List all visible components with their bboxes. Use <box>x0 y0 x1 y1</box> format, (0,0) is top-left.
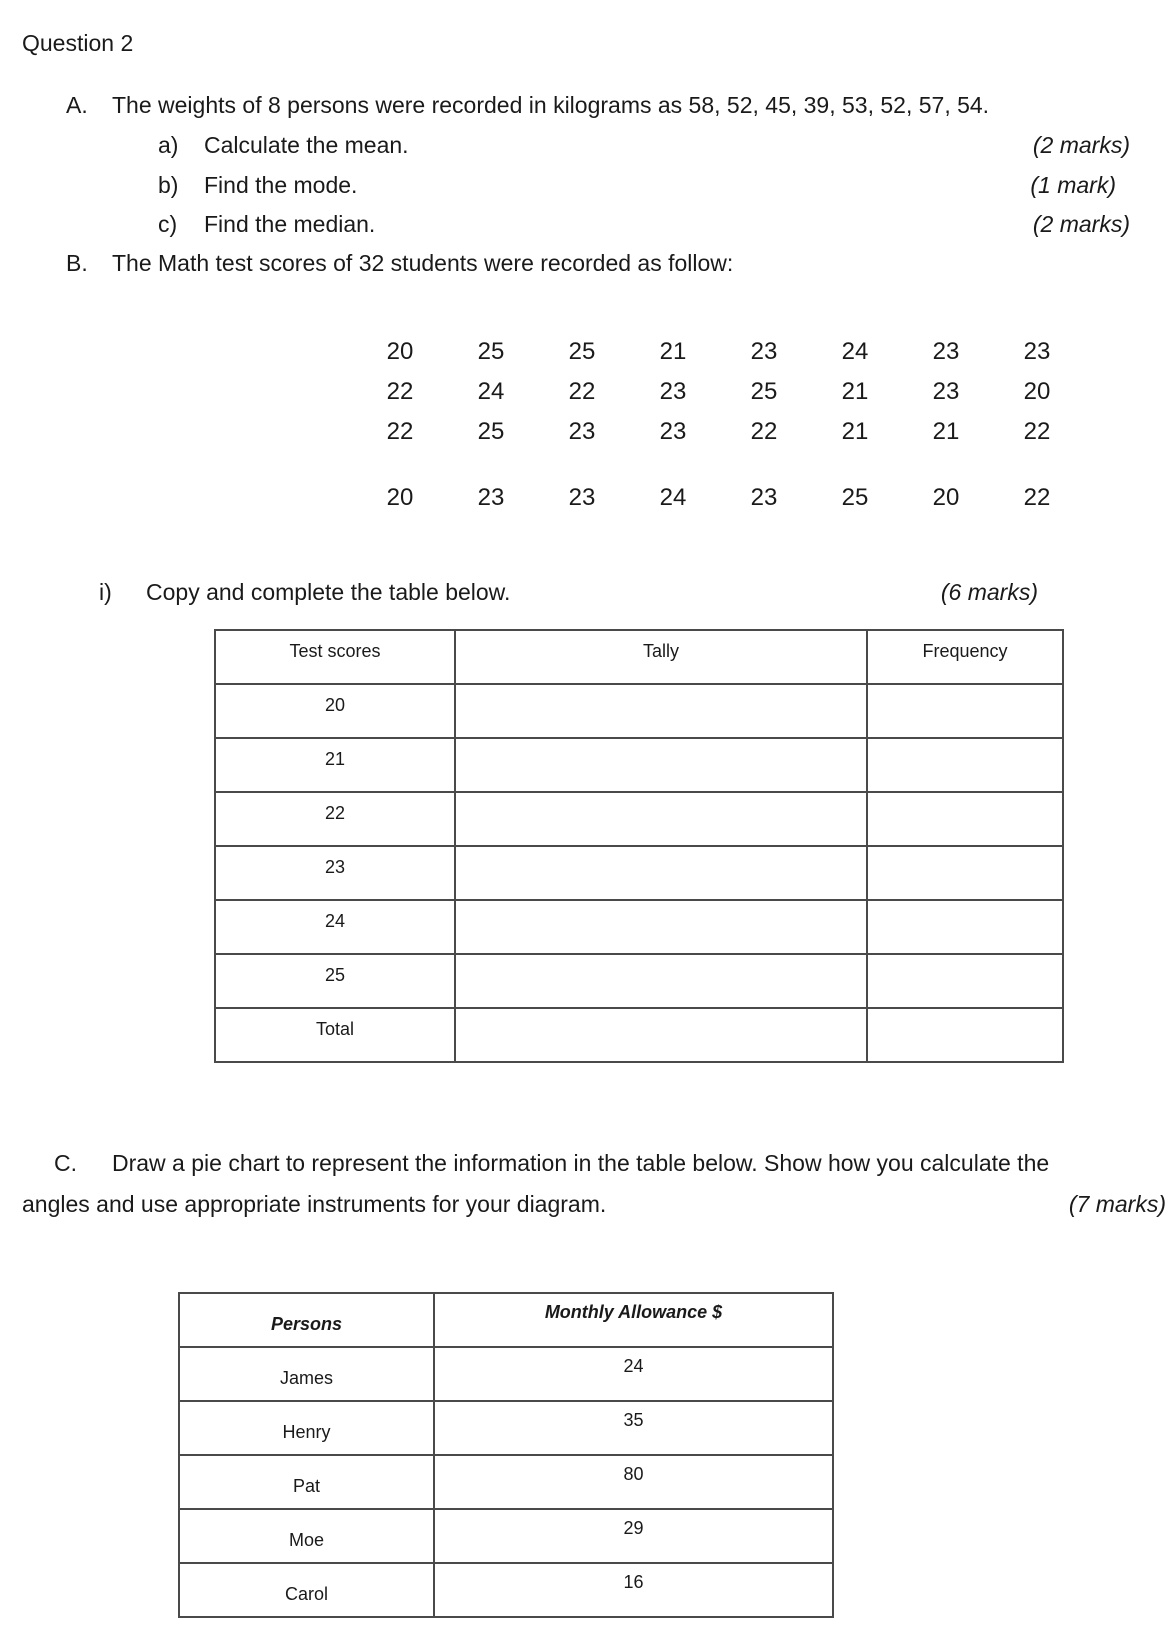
score-cell: 21 <box>215 738 455 792</box>
frequency-table-header-row <box>215 630 1063 684</box>
tally-cell <box>455 846 867 900</box>
table-row <box>215 792 1063 846</box>
score-value: 22 <box>750 418 778 445</box>
score-value: 24 <box>477 378 505 405</box>
part-a-item-b-text: Find the mode. <box>204 172 358 198</box>
part-c-line1: Draw a pie chart to represent the information in the table below. Show how you calculate the <box>112 1150 1050 1176</box>
score-value: 23 <box>1023 338 1051 365</box>
score-value: 23 <box>659 418 687 445</box>
tally-cell <box>455 954 867 1008</box>
score-value: 22 <box>568 378 596 405</box>
score-value: 21 <box>841 378 869 405</box>
score-value: 23 <box>750 484 778 511</box>
score-value: 21 <box>932 418 960 445</box>
table-row <box>215 684 1063 738</box>
allowance-cell: 35 <box>434 1401 833 1455</box>
part-b-text: The Math test scores of 32 students were recorded as follow: <box>112 250 734 276</box>
allowance-cell: 80 <box>434 1455 833 1509</box>
tally-cell <box>455 684 867 738</box>
part-a-item-c-marks: (2 marks) <box>1032 211 1130 237</box>
part-c-label: C. <box>54 1150 77 1176</box>
frequency-cell <box>867 900 1063 954</box>
question-title: Question 2 <box>22 30 134 56</box>
part-a-item-a-text: Calculate the mean. <box>204 132 409 158</box>
table-row <box>215 846 1063 900</box>
score-value: 25 <box>841 484 869 511</box>
score-value: 20 <box>386 338 414 365</box>
header-persons: Persons <box>179 1293 434 1347</box>
allowance-table-header-row <box>179 1293 833 1347</box>
part-a-item-c-label: c) <box>158 211 178 237</box>
tally-cell <box>455 738 867 792</box>
total-cell: Total <box>215 1008 455 1062</box>
tally-cell <box>455 792 867 846</box>
part-c-marks: (7 marks) <box>1068 1191 1166 1217</box>
part-b-label: B. <box>66 250 88 276</box>
table-row <box>215 900 1063 954</box>
score-value: 23 <box>750 338 778 365</box>
score-value: 20 <box>386 484 414 511</box>
score-value: 22 <box>386 378 414 405</box>
score-value: 20 <box>932 484 960 511</box>
person-cell: Carol <box>179 1563 434 1617</box>
score-cell: 20 <box>215 684 455 738</box>
score-value: 22 <box>386 418 414 445</box>
score-cell: 25 <box>215 954 455 1008</box>
header-monthly-allowance: Monthly Allowance $ <box>434 1293 833 1347</box>
allowance-cell: 16 <box>434 1563 833 1617</box>
score-value: 23 <box>568 484 596 511</box>
frequency-cell <box>867 684 1063 738</box>
table-row <box>179 1347 833 1401</box>
score-value: 25 <box>477 418 505 445</box>
table-row-total <box>215 1008 1063 1062</box>
table-row <box>215 954 1063 1008</box>
score-cell: 22 <box>215 792 455 846</box>
allowance-cell: 24 <box>434 1347 833 1401</box>
part-a-item-b-label: b) <box>158 172 179 198</box>
task-i-label: i) <box>99 579 112 605</box>
table-row <box>179 1401 833 1455</box>
part-a-item-a-marks: (2 marks) <box>1032 132 1130 158</box>
score-value: 23 <box>659 378 687 405</box>
score-value: 24 <box>659 484 687 511</box>
score-cell: 24 <box>215 900 455 954</box>
score-value: 25 <box>477 338 505 365</box>
score-value: 25 <box>568 338 596 365</box>
part-a-label: A. <box>66 92 88 118</box>
allowance-table <box>178 1292 834 1618</box>
score-value: 21 <box>841 418 869 445</box>
allowance-cell: 29 <box>434 1509 833 1563</box>
score-value: 22 <box>1023 418 1051 445</box>
person-cell: Moe <box>179 1509 434 1563</box>
header-frequency: Frequency <box>867 630 1063 684</box>
score-value: 23 <box>477 484 505 511</box>
tally-cell <box>455 1008 867 1062</box>
score-value: 23 <box>568 418 596 445</box>
table-row <box>179 1563 833 1617</box>
part-a-item-c-text: Find the median. <box>204 211 376 237</box>
person-cell: James <box>179 1347 434 1401</box>
part-c-line2: angles and use appropriate instruments for your diagram. <box>22 1191 607 1217</box>
part-a-item-a-label: a) <box>158 132 179 158</box>
frequency-cell <box>867 846 1063 900</box>
score-value: 23 <box>932 338 960 365</box>
score-value: 22 <box>1023 484 1051 511</box>
frequency-cell <box>867 738 1063 792</box>
score-cell: 23 <box>215 846 455 900</box>
header-test-scores: Test scores <box>215 630 455 684</box>
frequency-cell <box>867 954 1063 1008</box>
task-i-text: Copy and complete the table below. <box>146 579 511 605</box>
header-tally: Tally <box>455 630 867 684</box>
table-row <box>215 738 1063 792</box>
task-i-marks: (6 marks) <box>940 579 1038 605</box>
table-row <box>179 1455 833 1509</box>
score-value: 20 <box>1023 378 1051 405</box>
frequency-table <box>214 629 1064 1063</box>
part-a-item-b-marks: (1 mark) <box>1030 172 1116 198</box>
tally-cell <box>455 900 867 954</box>
part-a-text: The weights of 8 persons were recorded in kilograms as 58, 52, 45, 39, 53, 52, 57, 54. <box>112 92 990 118</box>
frequency-cell <box>867 1008 1063 1062</box>
person-cell: Pat <box>179 1455 434 1509</box>
score-value: 23 <box>932 378 960 405</box>
frequency-cell <box>867 792 1063 846</box>
table-row <box>179 1509 833 1563</box>
score-value: 21 <box>659 338 687 365</box>
person-cell: Henry <box>179 1401 434 1455</box>
score-value: 24 <box>841 338 869 365</box>
score-value: 25 <box>750 378 778 405</box>
